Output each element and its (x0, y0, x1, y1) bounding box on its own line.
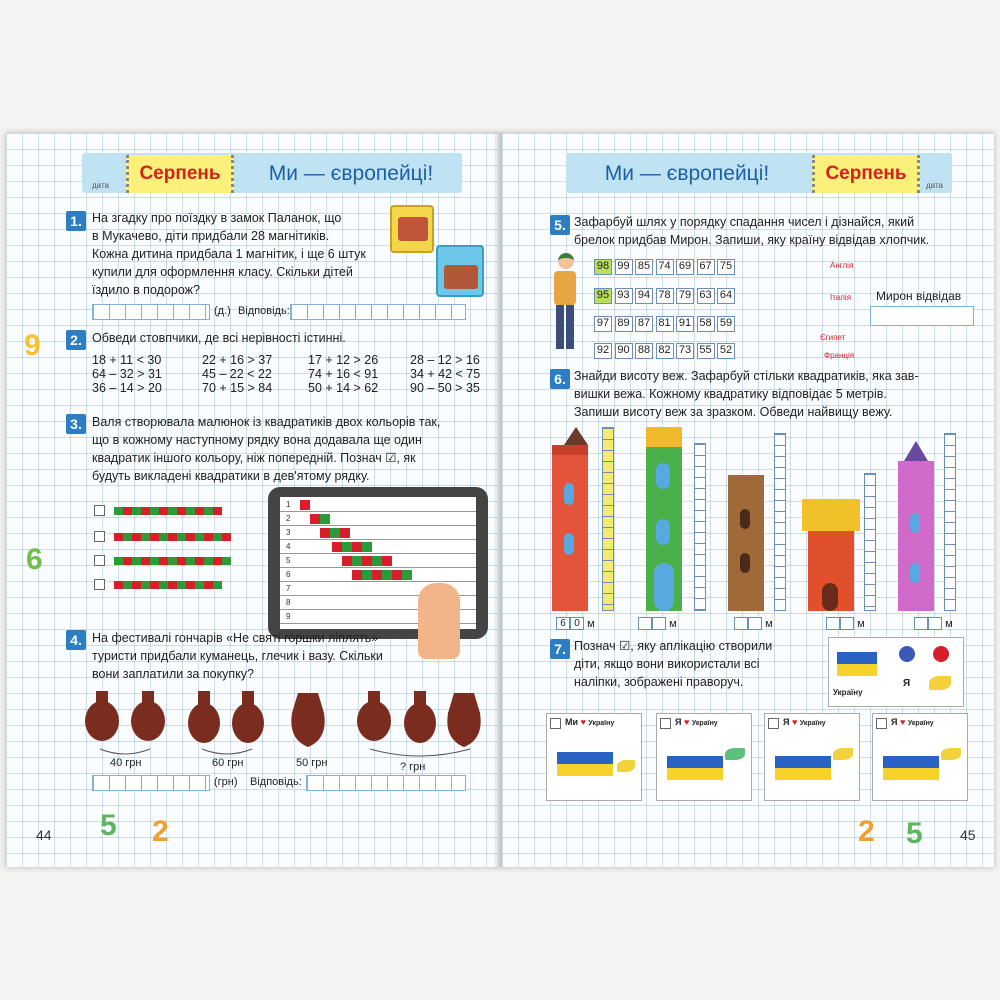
left-month-tag: Серпень (126, 155, 234, 193)
height-answer[interactable]: м (638, 617, 677, 630)
grid-cell[interactable]: 69 (676, 259, 694, 275)
task4-text: На фестивалі гончарів «Не святі горшки ліплять» туристи придбали куманець, глечик і вазу. Скільки вони заплатили за покупку? (92, 631, 383, 681)
sticker-word: Я (903, 678, 911, 689)
height-ruler[interactable] (944, 433, 956, 611)
answer-field[interactable] (306, 775, 466, 791)
right-month-tag: Серпень (812, 155, 920, 193)
grid-cell[interactable]: 85 (635, 259, 653, 275)
left-date-label: дата (92, 181, 109, 190)
tower-red (552, 427, 588, 611)
task-number: 1. (66, 211, 86, 231)
grid-cell[interactable]: 99 (615, 259, 633, 275)
grid-cell[interactable]: 87 (635, 316, 653, 332)
left-title: Ми — європейці! (268, 162, 434, 185)
grid-cell[interactable]: 98 (594, 259, 612, 275)
height-answer[interactable]: м (734, 617, 773, 630)
inequality-column[interactable]: 18 + 11 < 30 64 – 32 > 31 36 – 14 > 20 (92, 353, 162, 395)
country-label: Італія (830, 293, 852, 302)
country-label: Єгипет (820, 333, 846, 342)
decor-digit: 2 (858, 815, 875, 848)
option-checkbox[interactable] (550, 718, 561, 729)
grid-cell[interactable]: 97 (594, 316, 612, 332)
grid-cell[interactable]: 82 (656, 343, 674, 359)
task-number: 2. (66, 330, 86, 350)
decor-digit: 5 (906, 817, 923, 850)
price-label: 40 грн (110, 757, 142, 769)
grid-cell[interactable]: 74 (656, 259, 674, 275)
row-number: 8 (286, 598, 291, 607)
number-grid-row (594, 288, 738, 304)
price-label: 60 грн (212, 757, 244, 769)
option-checkbox[interactable] (876, 718, 887, 729)
grid-cell[interactable]: 88 (635, 343, 653, 359)
grid-cell[interactable]: 79 (676, 288, 694, 304)
answer-label: Відповідь: (238, 305, 290, 317)
height-answer[interactable]: 6 0 м (556, 617, 595, 630)
tower-brown (728, 475, 764, 611)
task-number: 5. (550, 215, 570, 235)
height-ruler[interactable] (694, 443, 706, 611)
grid-cell[interactable]: 73 (676, 343, 694, 359)
grid-cell[interactable]: 63 (697, 288, 715, 304)
left-page (6, 133, 498, 867)
height-ruler[interactable] (774, 433, 786, 611)
tower-purple (898, 441, 934, 611)
height-answer[interactable]: м (826, 617, 865, 630)
option-checkbox[interactable] (768, 718, 779, 729)
number-grid-row (594, 343, 738, 359)
country-label: Франція (824, 351, 855, 360)
grid-cell[interactable]: 81 (656, 316, 674, 332)
inequality-column[interactable]: 22 + 16 > 37 45 – 22 < 22 70 + 15 > 84 (202, 353, 273, 395)
decor-digit: 6 (26, 543, 43, 576)
task-number: 7. (550, 639, 570, 659)
number-grid-row (594, 316, 738, 332)
page-number: 45 (960, 827, 976, 843)
row-number: 5 (286, 556, 291, 565)
application-card: Ми ♥ Україну (546, 713, 642, 801)
grid-cell[interactable]: 52 (717, 343, 735, 359)
grid-cell[interactable]: 78 (656, 288, 674, 304)
inequality-column[interactable]: 17 + 12 > 26 74 + 16 < 91 50 + 14 > 62 (308, 353, 379, 395)
grid-cell[interactable]: 92 (594, 343, 612, 359)
grid-cell[interactable]: 64 (717, 288, 735, 304)
grid-cell[interactable]: 59 (717, 316, 735, 332)
square-row-option (114, 533, 231, 541)
square-row-option (114, 507, 222, 515)
task7-text: Познач ☑, яку аплікацію створили діти, якщо вони використали всі наліпки, зображені праворуч. (574, 639, 773, 689)
option-checkbox[interactable] (94, 505, 105, 516)
poppy-icon (933, 646, 949, 662)
right-date-label: дата (926, 181, 943, 190)
price-label: 50 грн (296, 757, 328, 769)
unit-label: (грн) (214, 776, 238, 788)
task-number: 6. (550, 369, 570, 389)
boy-miron-picture (550, 253, 580, 357)
answer-field[interactable] (870, 306, 974, 326)
grid-cell[interactable]: 94 (635, 288, 653, 304)
row-number: 3 (286, 528, 291, 537)
sticker-word: Україну (833, 688, 863, 697)
row-number: 2 (286, 514, 291, 523)
option-checkbox[interactable] (660, 718, 671, 729)
equation-field[interactable] (92, 775, 210, 791)
number-grid-row (594, 259, 738, 275)
task2-text: Обведи стовпчики, де всі нерівності істинні. (92, 331, 346, 345)
option-checkbox[interactable] (94, 579, 105, 590)
country-label: Англія (830, 261, 854, 270)
right-title: Ми — європейці! (604, 162, 770, 185)
grid-cell[interactable]: 67 (697, 259, 715, 275)
grid-cell[interactable]: 90 (615, 343, 633, 359)
grid-cell[interactable]: 91 (676, 316, 694, 332)
unit-label: (д.) (214, 305, 231, 317)
tower-green (646, 427, 682, 611)
tower-orange (802, 499, 860, 611)
grid-cell[interactable]: 75 (717, 259, 735, 275)
grid-cell[interactable]: 58 (697, 316, 715, 332)
task1-text: На згадку про поїздку в замок Паланок, що в Мукачево, діти придбали 28 магнітиків. Кожна дитина придбала 1 магнітик, і ще 6 штук купили для оформлення класу. Скільки дітей їздило в подорож? (92, 211, 366, 297)
decor-digit: 5 (100, 809, 117, 842)
open-workbook (6, 133, 994, 867)
row-number: 1 (286, 500, 291, 509)
height-ruler (602, 427, 614, 611)
grid-cell[interactable]: 89 (615, 316, 633, 332)
option-checkbox[interactable] (94, 531, 105, 542)
magnet-picture (390, 205, 434, 253)
row-number: 9 (286, 612, 291, 621)
decor-digit: 2 (152, 815, 169, 848)
price-label: ? грн (400, 761, 426, 773)
application-card: Я ♥ Україну (872, 713, 968, 801)
flower-icon (899, 646, 915, 662)
bird-icon (929, 676, 951, 690)
grid-cell[interactable]: 55 (697, 343, 715, 359)
magnet-picture (436, 245, 484, 297)
application-card: Я ♥ Україну (656, 713, 752, 801)
task-number: 4. (66, 630, 86, 650)
row-number: 4 (286, 542, 291, 551)
inequality-column[interactable]: 28 – 12 > 16 34 + 42 < 75 90 – 50 > 35 (410, 353, 481, 395)
answer-label: Мирон відвідав (876, 289, 962, 303)
option-checkbox[interactable] (94, 555, 105, 566)
task-number: 3. (66, 414, 86, 434)
square-row-option (114, 581, 222, 589)
square-row-option (114, 557, 231, 565)
grid-cell[interactable]: 93 (615, 288, 633, 304)
task5-text: Зафарбуй шлях у порядку спадання чисел і дізнайся, який брелок придбав Мирон. Запиши, яку країну відвідав хлопчик. (574, 215, 930, 247)
page-number: 44 (36, 827, 52, 843)
height-ruler[interactable] (864, 473, 876, 611)
row-number: 6 (286, 570, 291, 579)
decor-digit: 9 (24, 329, 41, 362)
hand-pointer-icon (418, 583, 460, 659)
answer-label: Відповідь: (250, 776, 302, 788)
task6-text: Знайди висоту веж. Зафарбуй стільки квадратиків, яка зав- вишки вежа. Кожному квадратику відповідає 5 метрів. Запиши висоту веж за зразком. Обведи найвищу вежу. (574, 369, 919, 419)
height-answer[interactable]: м (914, 617, 953, 630)
task3-text: Валя створювала малюнок із квадратиків двох кольорів так, що в кожному наступному рядку вона додавала ще один квадратик іншого кольору, ніж попередній. Познач ☑, як будуть викладені квадратики в дев'ятому рядку. (92, 415, 441, 483)
answer-field[interactable] (290, 304, 466, 320)
grid-cell[interactable]: 95 (594, 288, 612, 304)
stickers-sample (828, 637, 964, 707)
equation-field[interactable] (92, 304, 210, 320)
tablet-picture (268, 487, 488, 639)
right-page (502, 133, 994, 867)
row-number: 7 (286, 584, 291, 593)
application-card: Я ♥ Україну (764, 713, 860, 801)
